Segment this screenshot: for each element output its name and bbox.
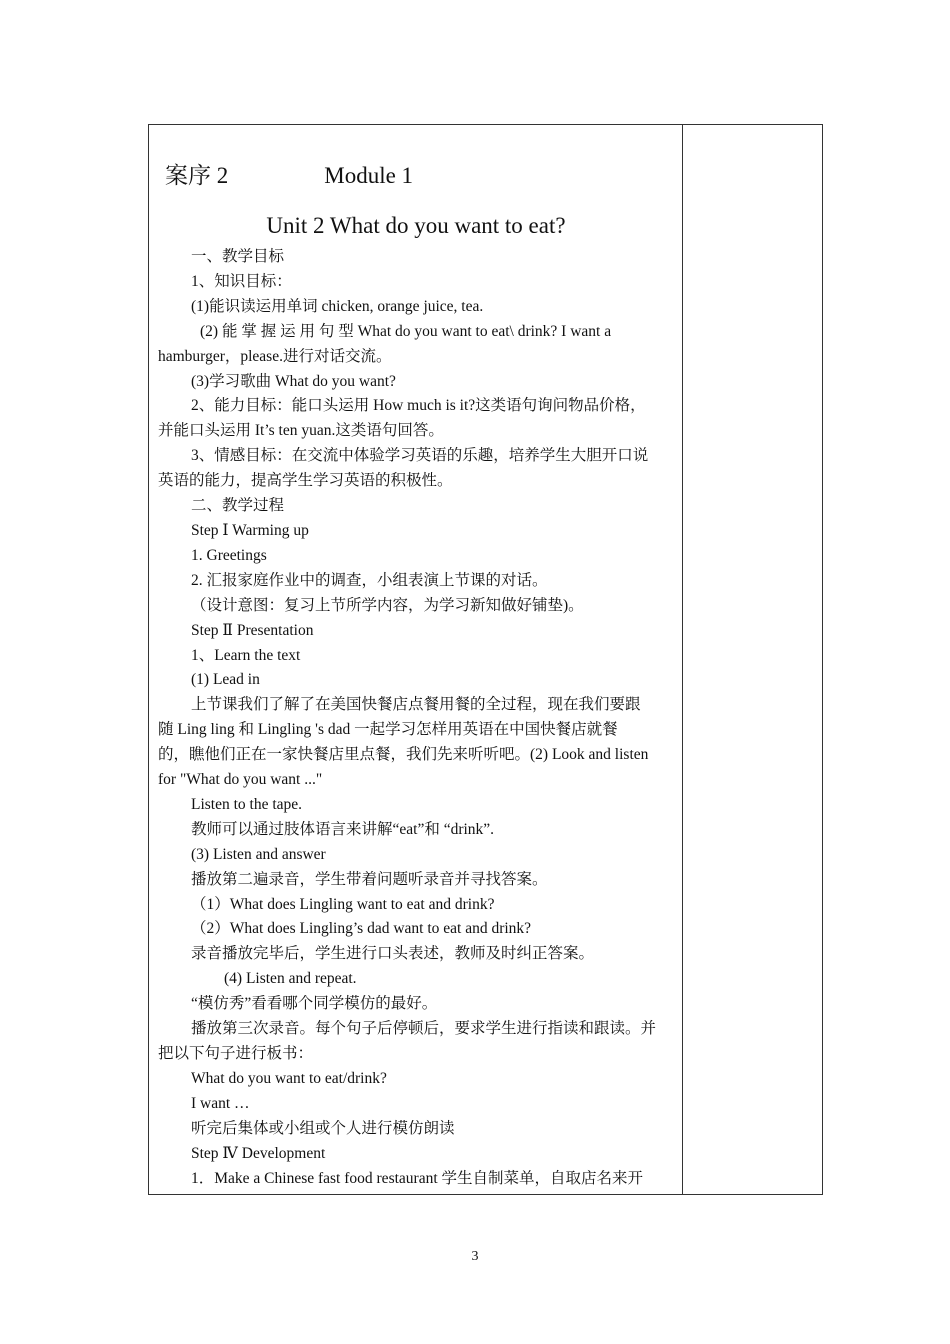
paragraph-line: 3、情感目标：在交流中体验学习英语的乐趣，培养学生大胆开口说	[191, 447, 649, 465]
case-label: 案序 2	[165, 163, 229, 188]
paragraph-line: hamburger，please.进行对话交流。	[158, 347, 392, 365]
paragraph-line: 录音播放完毕后，学生进行口头表述，教师及时纠正答案。	[191, 945, 595, 963]
step-heading: Step Ⅳ Development	[191, 1144, 326, 1162]
paragraph-line: 随 Ling ling 和 Lingling 's dad 一起学习怎样用英语在中国快餐店就餐	[158, 721, 618, 739]
paragraph-line: for "What do you want ..."	[158, 771, 323, 789]
paragraph-line: （1）What does Lingling want to eat and drink?	[191, 895, 495, 913]
paragraph-line: (2) 能 掌 握 运 用 句 型 What do you want to eat\ drink? I want a	[200, 322, 612, 340]
paragraph-line: 的，瞧他们正在一家快餐店里点餐，我们先来听听吧。(2) Look and listen	[158, 746, 649, 764]
paragraph-line: 播放第三次录音。每个句子后停顿后，要求学生进行指读和跟读。并	[191, 1020, 657, 1038]
lesson-content	[158, 161, 674, 1191]
paragraph-line: （设计意图：复习上节所学内容，为学习新知做好铺垫)。	[191, 596, 584, 614]
paragraph-line: (1)能识读运用单词 chicken, orange juice, tea.	[191, 297, 484, 315]
case-heading	[165, 161, 674, 191]
section-heading: 二、教学过程	[191, 497, 285, 515]
step-heading: Step Ⅰ Warming up	[191, 521, 309, 539]
paragraph-line: （2）What does Lingling’s dad want to eat and drink?	[191, 920, 532, 938]
paragraph-line: 2. 汇报家庭作业中的调查，小组表演上节课的对话。	[191, 571, 548, 589]
paragraph-line: 听完后集体或小组或个人进行模仿朗读	[191, 1119, 455, 1137]
paragraph-line: I want …	[191, 1094, 250, 1112]
paragraph-line: “模仿秀”看看哪个同学模仿的最好。	[191, 995, 438, 1013]
paragraph-line: 1. Greetings	[191, 546, 267, 564]
paragraph-line: (4) Listen and repeat.	[224, 970, 357, 988]
paragraph-line: 1、Learn the text	[191, 646, 301, 664]
paragraph-line: What do you want to eat/drink?	[191, 1069, 387, 1087]
paragraph-line: 1、知识目标：	[191, 272, 292, 290]
paragraph-line: 2、能力目标：能口头运用 How much is it?这类语句询问物品价格，	[191, 397, 646, 415]
paragraph-line: 1．Make a Chinese fast food restaurant 学生自制菜单，自取店名来开	[191, 1169, 644, 1187]
paragraph-line: (1) Lead in	[191, 671, 260, 689]
step-heading: Step Ⅱ Presentation	[191, 621, 314, 639]
paragraph-line: 教师可以通过肢体语言来讲解“eat”和 “drink”.	[191, 820, 495, 838]
unit-title: Unit 2 What do you want to eat?	[266, 213, 566, 238]
column-divider	[682, 125, 683, 1194]
paragraph-line: 英语的能力，提高学生学习英语的积极性。	[158, 472, 453, 490]
paragraph-line: (3) Listen and answer	[191, 845, 326, 863]
paragraph-line: 把以下句子进行板书：	[158, 1045, 314, 1062]
paragraph-line: (3)学习歌曲 What do you want?	[191, 372, 396, 390]
lesson-table	[148, 124, 823, 1195]
paragraph-line: 播放第二遍录音，学生带着问题听录音并寻找答案。	[191, 870, 548, 888]
section-heading: 一、教学目标	[191, 248, 285, 265]
module-label: Module 1	[324, 163, 414, 188]
paragraph-line: Listen to the tape.	[191, 795, 303, 813]
paragraph-line: 并能口头运用 It’s ten yuan.这类语句回答。	[158, 422, 444, 440]
page-number: 3	[471, 1249, 479, 1264]
paragraph-line: 上节课我们了解了在美国快餐店点餐用餐的全过程，现在我们要跟	[191, 696, 641, 714]
